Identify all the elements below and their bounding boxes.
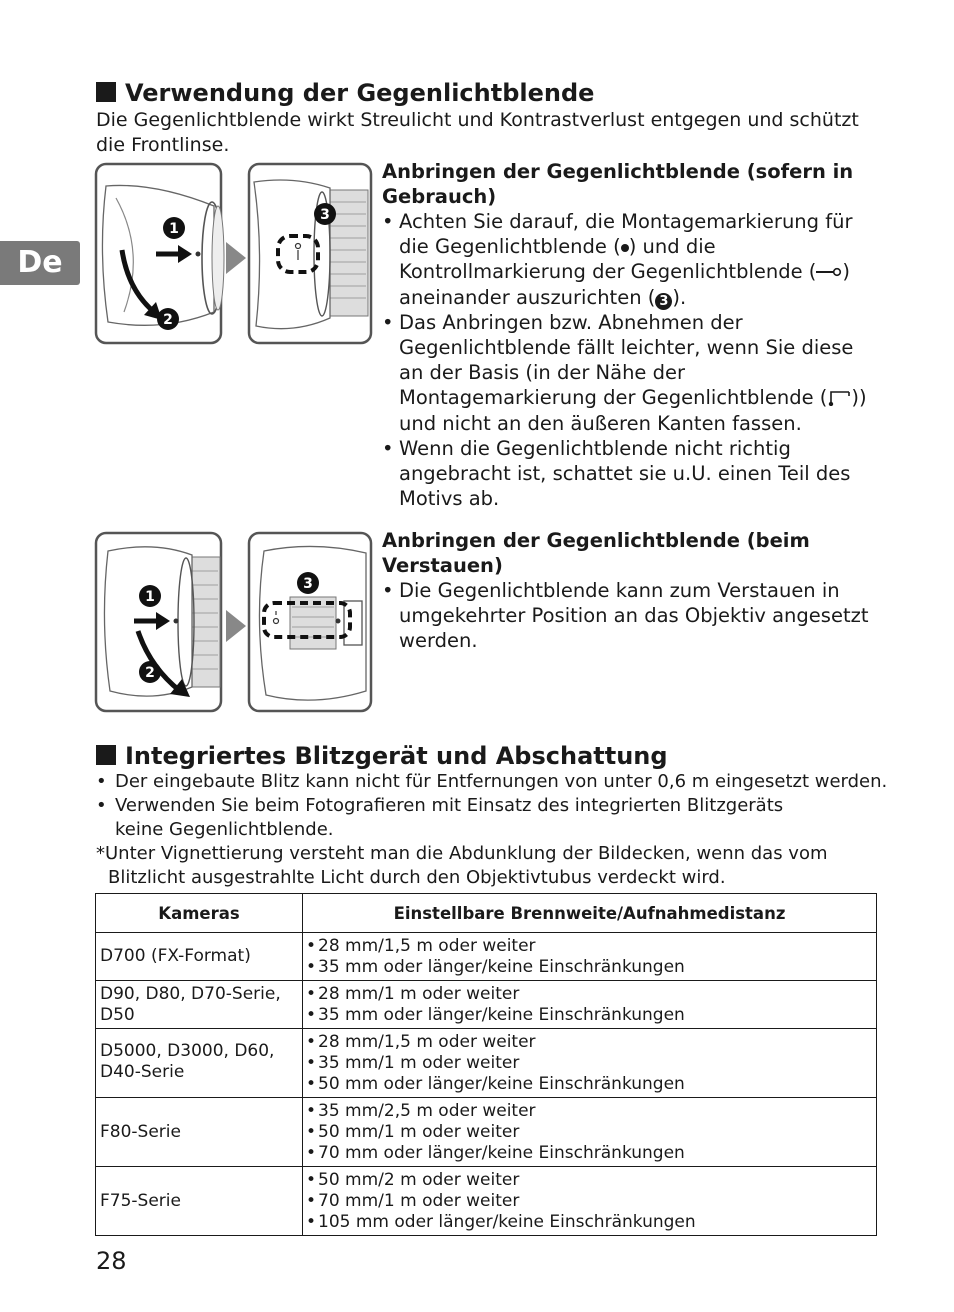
table-header-row [96,894,877,933]
camera-cell: D90, D80, D70-Serie, D50 [96,981,303,1029]
square-bullet-icon [96,745,116,765]
hood-mount-mark-icon [827,388,851,406]
vignetting-note: *Unter Vignettierung versteht man die Abdunklung der Bildecken, wenn das vom [96,843,828,864]
svg-text:3: 3 [303,576,313,592]
camera-cell: D5000, D3000, D60, D40-Serie [96,1029,303,1098]
settings-cell: • 50 mm/2 m oder weiter • 70 mm/1 m oder weiter • 105 mm oder länger/keine Einschränkungen [303,1167,877,1236]
camera-cell: F80-Serie [96,1098,303,1167]
camera-cell: F75-Serie [96,1167,303,1236]
step-3-icon: 3 [655,293,672,310]
svg-text:2: 2 [163,312,173,328]
table-row [96,1098,877,1167]
vignetting-note-line2: Blitzlicht ausgestrahlte Licht durch den Objektivtubus verdeckt wird. [108,867,726,888]
alignment-mark-icon [816,266,842,278]
subsection-heading: Anbringen der Gegenlichtblende (sofern in Gebrauch) [382,160,854,208]
mount-dot-icon [621,244,629,252]
settings-cell: • 28 mm/1,5 m oder weiter • 35 mm/1 m oder weiter • 50 mm oder länger/keine Einschränkungen [303,1029,877,1098]
column-header-focal: Einstellbare Brennweite/Aufnahmedistanz [303,894,877,933]
list-item: • Achten Sie darauf, die Montagemarkierung für die Gegenlichtblende ( ) und die Kontrollmarkierung der Gegenlichtblende ( ) aneinander auszurichten ( 3 ). [382,209,878,310]
section-title-lens-hood: Verwendung der Gegenlichtblende [96,79,594,107]
intro-text: Die Gegenlichtblende wirkt Streulicht und Kontrastverlust entgegen und schützt die Frontlinse. [96,109,859,156]
language-tab: De [0,241,80,285]
table-row [96,981,877,1029]
illustration-attach-hood [94,162,374,346]
subsection-attach-in-use [382,159,878,511]
subsection-attach-storage [382,528,878,654]
settings-cell: • 28 mm/1,5 m oder weiter • 35 mm oder länger/keine Einschränkungen [303,933,877,981]
step-1-icon [139,585,161,607]
svg-text:3: 3 [320,207,330,223]
list-item: • Die Gegenlichtblende kann zum Verstauen in umgekehrter Position an das Objektiv angesetzt werden. [382,578,878,654]
settings-cell: • 35 mm/2,5 m oder weiter • 50 mm/1 m oder weiter • 70 mm oder länger/keine Einschränkungen [303,1098,877,1167]
next-arrow-icon [226,610,246,642]
column-header-cameras: Kameras [96,894,303,933]
focal-length-table [95,893,877,1236]
camera-cell: D700 (FX-Format) [96,933,303,981]
list-item: • Der eingebaute Blitz kann nicht für Entfernungen von unter 0,6 m eingesetzt werden. [96,770,886,794]
settings-cell: • 28 mm/1 m oder weiter • 35 mm oder länger/keine Einschränkungen [303,981,877,1029]
step-3-icon [314,203,336,225]
svg-text:2: 2 [145,665,155,681]
step-2-icon [157,308,179,330]
svg-text:1: 1 [169,221,179,237]
subsection-heading: Anbringen der Gegenlichtblende (beim Verstauen) [382,529,810,577]
list-item: • Wenn die Gegenlichtblende nicht richtig angebracht ist, schattet sie u.U. einen Teil des Motivs ab. [382,436,878,512]
section-title-flash: Integriertes Blitzgerät und Abschattung [96,742,668,770]
illustration-reverse-hood [94,531,374,714]
flash-notes [96,770,886,890]
svg-text:1: 1 [145,589,155,605]
step-2-icon [139,661,161,683]
next-arrow-icon [226,242,246,274]
step-3-icon [297,572,319,594]
table-row [96,933,877,981]
step-1-icon [163,217,185,239]
list-item: • Verwenden Sie beim Fotografieren mit Einsatz des integrierten Blitzgeräts keine Gegenlichtblende. [96,794,835,842]
list-item: • Das Anbringen bzw. Abnehmen der Gegenlichtblende fällt leichter, wenn Sie diese an der Basis (in der Nähe der Montagemarkierung der Gegenlichtblende ( )) und nicht an den äußeren Kanten fassen. [382,310,878,436]
table-row [96,1167,877,1236]
square-bullet-icon [96,82,116,102]
page-number: 28 [96,1247,127,1275]
table-row [96,1029,877,1098]
